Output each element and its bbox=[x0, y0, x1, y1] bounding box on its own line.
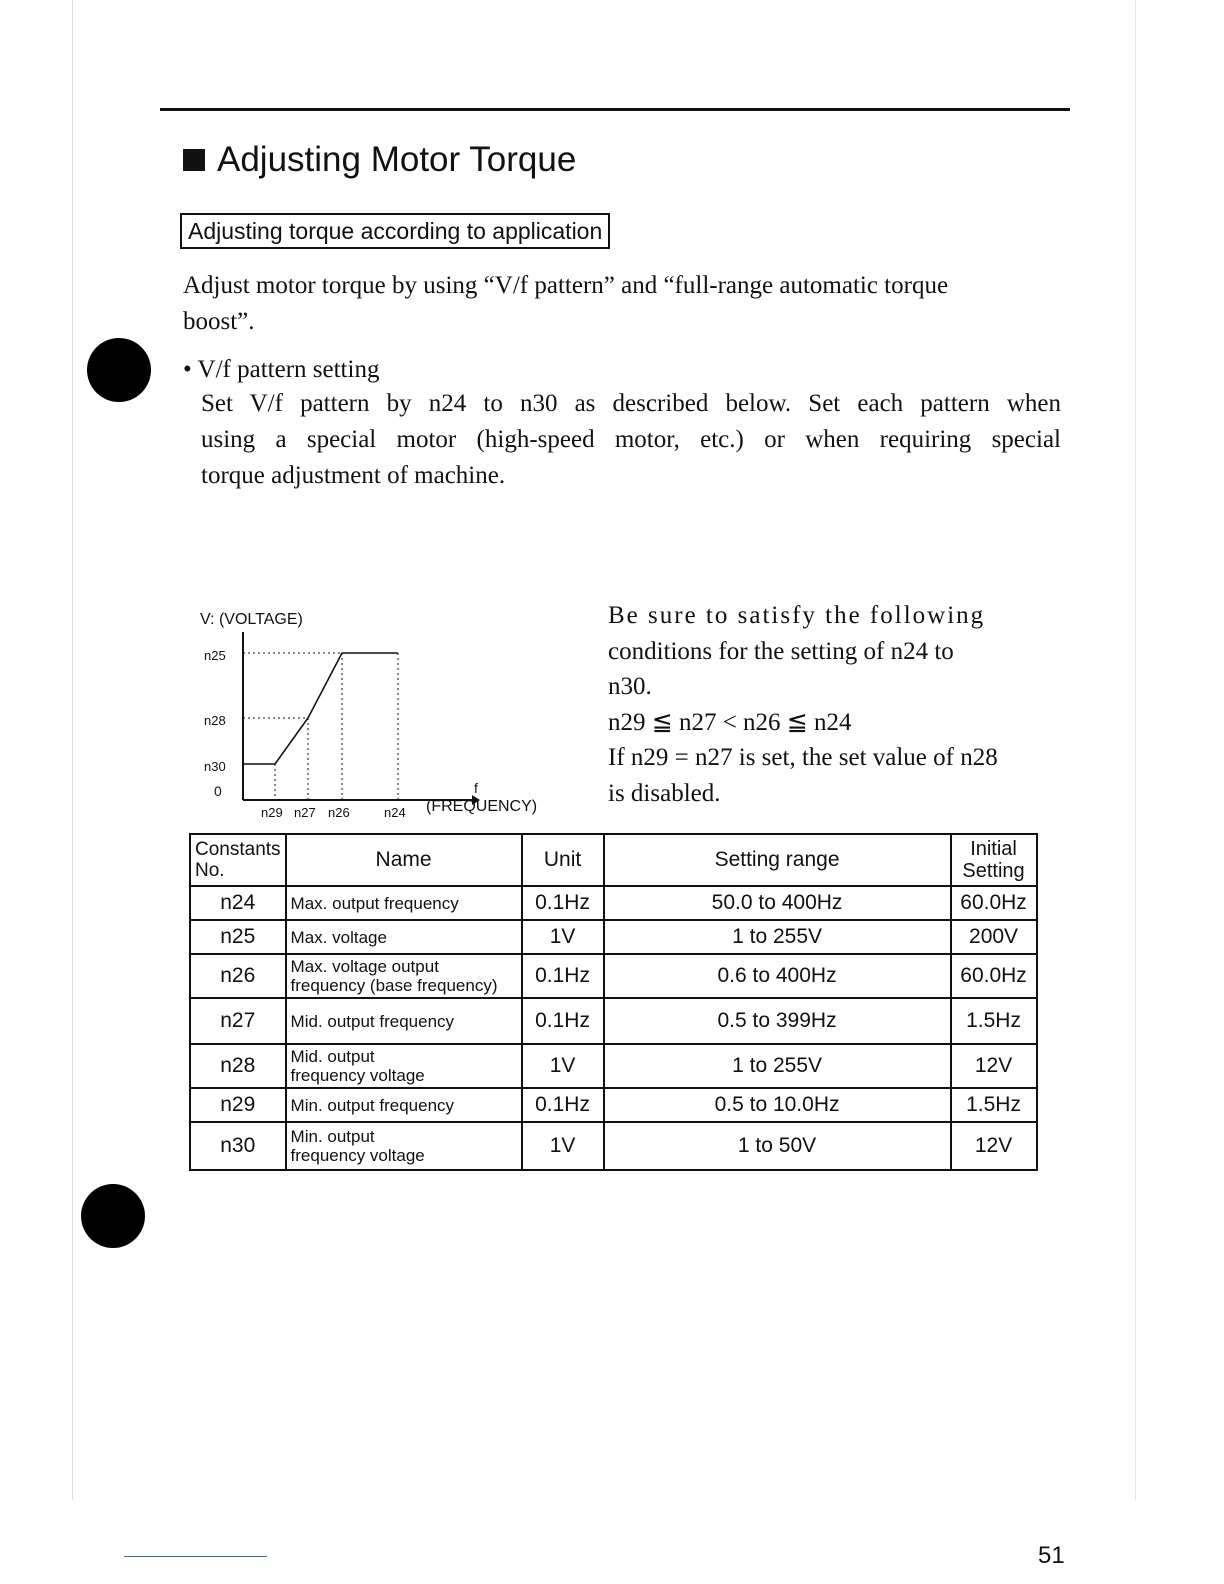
table-row bbox=[190, 1122, 1037, 1170]
cell-name-line-1: Mid. output frequency bbox=[290, 1011, 455, 1031]
cell-unit: 0.1Hz bbox=[522, 998, 604, 1044]
desc-line-2: using a special motor (high-speed motor, etc.) or when requiring special bbox=[201, 426, 1061, 453]
cell-no: n26 bbox=[190, 954, 286, 998]
cell-name-line-1: Min. output bbox=[290, 1127, 375, 1146]
chart-guides bbox=[243, 653, 398, 800]
cell-no: n27 bbox=[190, 998, 286, 1044]
cell-no: n24 bbox=[190, 886, 286, 920]
cell-no: n29 bbox=[190, 1088, 286, 1122]
y-tick-n25: n25 bbox=[204, 648, 226, 663]
cell-range: 50.0 to 400Hz bbox=[604, 886, 951, 920]
conditions-note bbox=[608, 598, 1048, 811]
footer-rule bbox=[124, 1556, 267, 1557]
table-row bbox=[190, 954, 1037, 998]
origin-label: 0 bbox=[214, 783, 222, 799]
header-rule bbox=[160, 108, 1070, 111]
cond-line-6: is disabled. bbox=[608, 779, 721, 807]
table-row bbox=[190, 1044, 1037, 1088]
page-title bbox=[183, 140, 576, 180]
desc-line-3: torque adjustment of machine. bbox=[201, 462, 506, 489]
x-tick-n26: n26 bbox=[328, 805, 350, 820]
table-row bbox=[190, 886, 1037, 920]
cell-unit: 0.1Hz bbox=[522, 886, 604, 920]
cell-range: 1 to 255V bbox=[604, 1044, 951, 1088]
binder-hole-top bbox=[87, 338, 151, 402]
page-number: 51 bbox=[1038, 1542, 1065, 1569]
cell-initial: 1.5Hz bbox=[951, 1088, 1037, 1122]
cell-name-line-1: Max. output frequency bbox=[290, 893, 459, 913]
cell-initial: 12V bbox=[951, 1044, 1037, 1088]
page-title-text: Adjusting Motor Torque bbox=[217, 140, 577, 179]
cell-name bbox=[286, 886, 522, 920]
cell-unit: 0.1Hz bbox=[522, 1088, 604, 1122]
cond-line-2: conditions for the setting of n24 to bbox=[608, 637, 954, 665]
cell-range: 1 to 255V bbox=[604, 920, 951, 954]
cell-name-line-2: frequency voltage bbox=[290, 1146, 425, 1165]
intro-line-2: boost”. bbox=[183, 308, 255, 335]
cond-line-1: Be sure to satisfy the following bbox=[608, 602, 986, 629]
header-init-line-1: Initial bbox=[970, 838, 1017, 860]
x-tick-n27: n27 bbox=[294, 805, 316, 820]
cell-no: n25 bbox=[190, 920, 286, 954]
cell-no: n30 bbox=[190, 1122, 286, 1170]
y-tick-n28: n28 bbox=[204, 713, 226, 728]
cell-name bbox=[286, 1122, 522, 1170]
header-name: Name bbox=[286, 834, 522, 886]
cond-line-3: n30. bbox=[608, 673, 652, 700]
vf-pattern-line bbox=[243, 653, 398, 764]
cell-no: n28 bbox=[190, 1044, 286, 1088]
table-row bbox=[190, 920, 1037, 954]
desc-line-1: Set V/f pattern by n24 to n30 as described below. Set each pattern when bbox=[201, 390, 1061, 417]
binder-hole-bottom bbox=[81, 1184, 145, 1248]
cell-unit: 0.1Hz bbox=[522, 954, 604, 998]
scan-edge-left bbox=[72, 0, 73, 1500]
cell-unit: 1V bbox=[522, 920, 604, 954]
header-no-line-2: No. bbox=[195, 860, 225, 881]
description-paragraph bbox=[201, 386, 1061, 494]
cell-name-line-1: Max. voltage output bbox=[290, 957, 439, 976]
chart-ylabel: V: (VOLTAGE) bbox=[200, 611, 303, 628]
cell-range: 0.5 to 399Hz bbox=[604, 998, 951, 1044]
header-initial-setting bbox=[951, 834, 1037, 886]
header-init-line-2: Setting bbox=[962, 860, 1025, 882]
intro-paragraph bbox=[183, 268, 1063, 340]
cell-name bbox=[286, 954, 522, 998]
x-tick-n29: n29 bbox=[261, 805, 283, 820]
square-bullet-icon bbox=[183, 149, 205, 171]
cell-initial: 60.0Hz bbox=[951, 886, 1037, 920]
cell-range: 1 to 50V bbox=[604, 1122, 951, 1170]
bullet-vf-pattern: • V/f pattern setting bbox=[183, 356, 380, 383]
header-constants-no bbox=[190, 834, 286, 886]
header-unit: Unit bbox=[522, 834, 604, 886]
constants-table bbox=[189, 833, 1038, 1171]
cell-initial: 60.0Hz bbox=[951, 954, 1037, 998]
cond-line-5: If n29 = n27 is set, the set value of n28 bbox=[608, 744, 998, 771]
table-row bbox=[190, 998, 1037, 1044]
cell-name-line-1: Mid. output bbox=[290, 1047, 375, 1066]
vf-pattern-chart bbox=[180, 600, 550, 820]
cell-name-line-2: frequency (base frequency) bbox=[290, 976, 498, 995]
f-label: f bbox=[474, 780, 478, 796]
scan-edge-right bbox=[1135, 0, 1136, 1500]
cell-name-line-1: Max. voltage bbox=[290, 927, 387, 947]
cell-unit: 1V bbox=[522, 1044, 604, 1088]
header-no-line-1: Constants bbox=[195, 839, 281, 860]
y-tick-n30: n30 bbox=[204, 759, 226, 774]
cell-range: 0.5 to 10.0Hz bbox=[604, 1088, 951, 1122]
cell-name-line-2: frequency voltage bbox=[290, 1066, 425, 1085]
cell-range: 0.6 to 400Hz bbox=[604, 954, 951, 998]
cell-initial: 12V bbox=[951, 1122, 1037, 1170]
cond-inequality: n29 ≦ n27 < n26 ≦ n24 bbox=[608, 708, 852, 736]
intro-line-1: Adjust motor torque by using “V/f pattern” and “full-range automatic torque bbox=[183, 272, 949, 299]
cell-name bbox=[286, 998, 522, 1044]
cell-initial: 200V bbox=[951, 920, 1037, 954]
table-header-row bbox=[190, 834, 1037, 886]
section-subtitle: Adjusting torque according to application bbox=[180, 213, 610, 249]
x-tick-n24: n24 bbox=[384, 805, 406, 820]
chart-xlabel: (FREQUENCY) bbox=[426, 798, 538, 815]
cell-initial: 1.5Hz bbox=[951, 998, 1037, 1044]
cell-name bbox=[286, 920, 522, 954]
cell-name-line-1: Min. output frequency bbox=[290, 1095, 455, 1115]
cell-unit: 1V bbox=[522, 1122, 604, 1170]
cell-name bbox=[286, 1088, 522, 1122]
cell-name bbox=[286, 1044, 522, 1088]
header-setting-range: Setting range bbox=[604, 834, 951, 886]
table-row bbox=[190, 1088, 1037, 1122]
